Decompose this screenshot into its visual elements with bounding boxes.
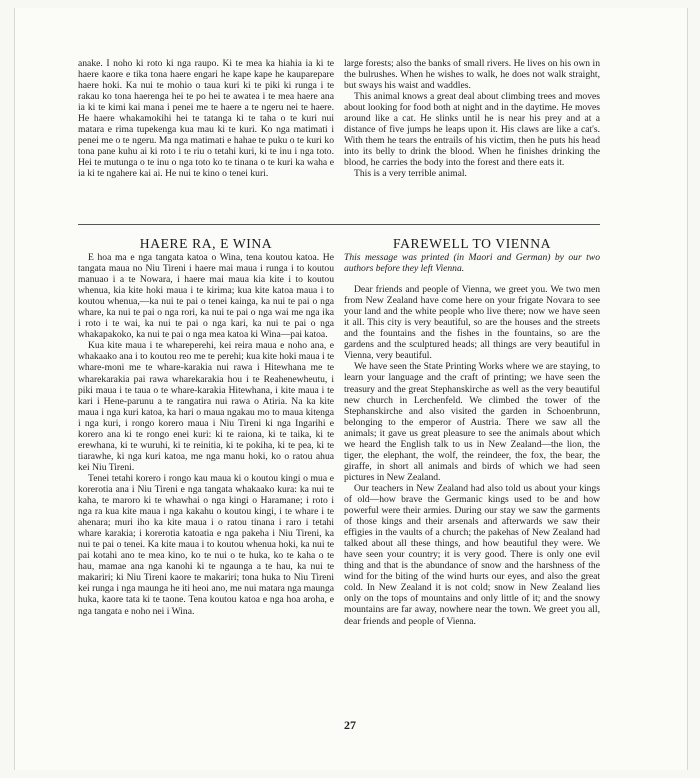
- top-right-paragraph: This is a very terrible animal.: [354, 168, 467, 180]
- maori-article-paragraph: Kua kite maua i te whareperehi, kei reira maua e noho ana, e whakaako ana i to koutou reo me te perehi; kua kite hoki maua i te whare-moni me te whare-karakia nui rawa i Hitewhana me te wharekarakia pai rawa wharekarakia hou i te Reahenewheutu, i piki maua i te taua o te whare-karakia Hitewhana, i kite maua i te kari i Hene-parunu a te rangatira nui rawa o Atiria. Na ka kite maua i nga kuri katoa, ka hari o maua ngakau mo to maua kitenga i nga kuri, i rongo korero maua i Niu Tireni ki nga Ingarihi e korero ana ki te rongo enei kuri: ki te raiona, ki te taika, ki te erewhana, ki te wuruhi, ki te reinitia, ki te pokiha, ki te pea, ki te tiarawhe, ki nga kuri katoa, me nga manu hoki, ko o ratou ahua kei Niu Tireni.: [78, 340, 334, 473]
- english-article-column: [344, 252, 600, 627]
- maori-article-paragraph: Tenei tetahi korero i rongo kau maua ki o koutou kingi o mua e korerotia ana i Niu Tireni e nga tangata whakaako kura: ka nui te kaha, te maroro ki te whawhai o nga kingi o Haramane; i roto i nga ra kua kite maua i nga kakahu o koutou kingi, i te whare i te ahenara; muri iho ka kite maua i o ratou tinana i raro i tetahi whare karakia; i korerotia katoatia e nga pakeha i Niu Tireni, ka nui te pai o tenei. Ka kite maua i to koutou whenua hoki, ka nui te pai kotahi ano te mea kino, ko te nui o te huka, ko te kaha o te hau, mamae ana nga kanohi ki te ngaunga a te hau, ka nui te makariri; ki Niu Tireni kaore te makariri; tona huka to Niu Tireni kei runga i nga maunga he iti heoi ano, me nui matara nga maunga huka, kaore tata ki te taone. Tena koutou katoa e nga hoa aroha, e nga tangata e noho nei i Wina.: [78, 472, 334, 617]
- maori-article-heading: HAERE RA, E WINA: [139, 236, 273, 251]
- maori-article-column: [78, 252, 334, 617]
- top-left-column: [78, 58, 334, 180]
- top-right-column: [344, 58, 600, 180]
- english-article-intro: This message was printed (in Maori and German) by our two authors before they left Vienna.: [344, 252, 600, 275]
- english-article-paragraph: Dear friends and people of Vienna, we greet you. We two men from New Zealand have come here on your frigate Novara to see your land and the white people who live there; now we have seen it all. This city is very beautiful, so are the houses and the streets and the fountains and the fishes in the fountains, so are the gardens and the sculptured heads; all things are very beautiful in Vienna, very beautiful.: [344, 284, 600, 362]
- english-article-paragraph: Our teachers in New Zealand had also told us about your kings of old—how brave the Germanic kings used to be and how powerful were their armies. During our stay we saw the garments of those kings and their arsenals and afterwards we saw their effigies in the vaults of a church; the pakehas of New Zealand had talked about all these things, and how beautiful they were. We have seen your country; it is very good. There is only one evil thing and that is the abundance of snow and the harshness of the wind for the biting of the wind hurts our eyes, and also the great cold. In New Zealand it is not cold; snow in New Zealand lies only on the tops of mountains and only little of it; and the snowy mountains are far away, nowhere near the town. We greet you all, dear friends and people of Vienna.: [344, 482, 600, 627]
- maori-article-paragraph: E hoa ma e nga tangata katoa o Wina, tena koutou katoa. He tangata maua no Niu Tireni i haere mai maua i runga i to koutou manuao i a te Nowara, i haere mai maua kia kite i to koutou whenua, kia kite hoki maua i te kirima; kua kite katoa maua i to koutou whenua,—ka nui te pai o tenei kainga, ka nui te pai o nga whare, ka nui te pai o nga rori, ka nui te pai o nga wai me nga ika i roto i te wai, ka nui te pai o nga kari, ka nui te pai o nga whakapakoko, ka nui te pai o nga mea katoa ki Wina—pai katoa.: [78, 252, 334, 341]
- english-article-heading: FAREWELL TO VIENNA: [392, 236, 552, 251]
- section-divider: [78, 224, 600, 225]
- top-right-paragraph: large forests; also the banks of small rivers. He lives on his own in the bulrushes. When he wishes to walk, he does not walk straight, but sways his waist and waddles.: [344, 58, 600, 92]
- english-article-paragraph: We have seen the State Printing Works where we are staying, to learn your language and the craft of printing; we have seen the treasury and the great Stephanskirche as well as the very beautiful new church in Lerchenfeld. We climbed the tower of the Stephanskirche and also visited the garden in Schoenbrunn, belonging to the emperor of Austria. There we saw all the animals; it gave us great pleasure to see the animals about which we heard the English talk to us in New Zealand—the lion, the tiger, the elephant, the wolf, the reindeer, the fox, the bear, the giraffe, in short all animals and birds of which we had seen pictures in New Zealand.: [344, 361, 600, 483]
- page-number: 27: [344, 718, 356, 732]
- top-left-paragraph: anake. I noho ki roto ki nga raupo. Ki te mea ka hiahia ia ki te haere kaore e tika tona haere engari he kape kape he kauparepare haere hoki. Ka nui te mohio o taua kuri ki te piki ki runga i te rakau ko tona haerenga hei te po hei te awatea i te mea haere ana ia ki te kimi kai mana i penei me te haere a te ngeru nei te haere. He haere whakamokihi hei te tatanga ki te taha o te kuri nui matara e rima tupekenga kua mau ki te kuri. Ko nga matimati i penei me o te ngeru. Ma nga matimati e hahae te puku o te kuri ko tona pane kuhu ai ki roto i te riu o tetahi kuri, ki te inu i nga toto. Hei te mutunga o te inu o nga toto ko te tinana o te kuri ka waha e ia ki te ngahere kai ai. He nui te kino o tenei kuri.: [78, 58, 334, 180]
- top-right-paragraph: This animal knows a great deal about climbing trees and moves about looking for food both at night and in the daytime. He moves around like a cat. He slinks until he is near his prey and at a distance of five jumps he leaps upon it. His claws are like a cat's. With them he tears the entrails of his victim, then he puts his head into its belly to drink the blood. When he finishes drinking the blood, he carries the body into the forest and there eats it.: [344, 91, 600, 169]
